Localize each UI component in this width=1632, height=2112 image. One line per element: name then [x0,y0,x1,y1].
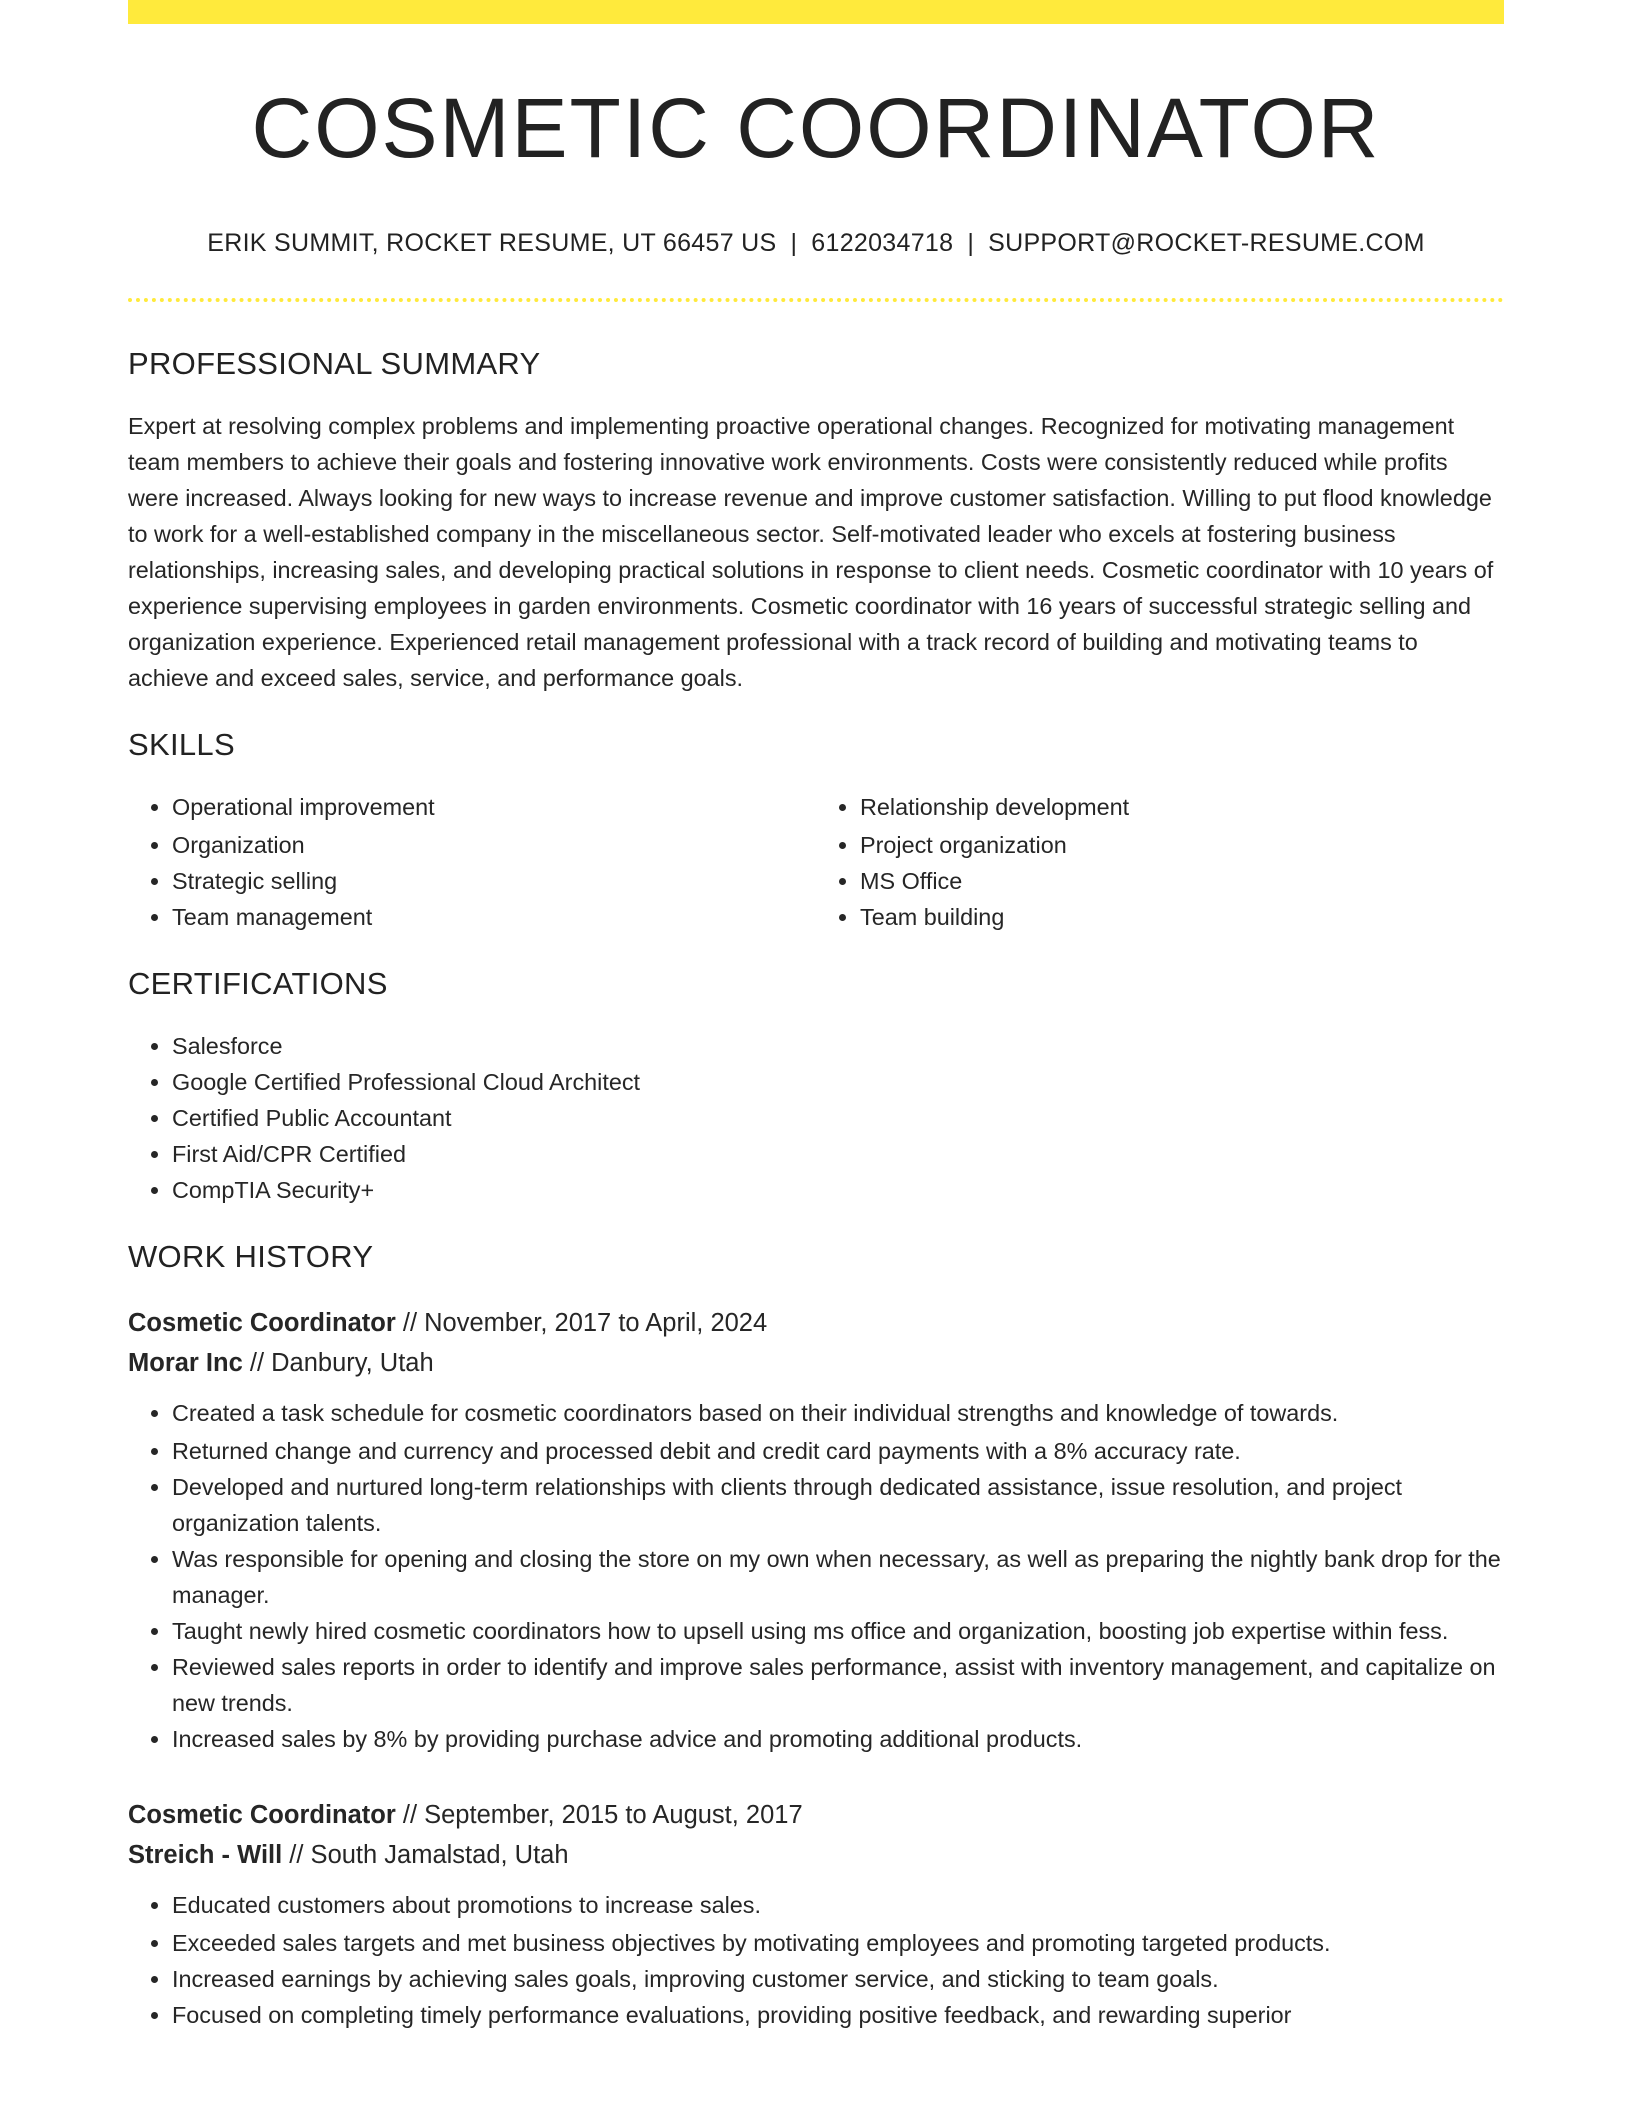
section-heading-certifications: CERTIFICATIONS [128,966,388,1002]
certifications-list [128,1028,1504,1208]
skills-section [128,727,1504,935]
skill-item: • MS Office [860,863,1504,899]
skills-list-right [816,789,1504,935]
job-title-line [128,1303,1504,1343]
skill-item: • Team management [172,899,816,935]
job-company-line [128,1835,1504,1875]
skill-item: • Organization [172,827,816,863]
summary-section [128,346,1504,696]
job-bullets [128,1887,1504,2033]
certification-item: • CompTIA Security+ [172,1172,1504,1208]
certification-item: • Certified Public Accountant [172,1100,1504,1136]
contact-address: ERIK SUMMIT, ROCKET RESUME, UT 66457 US [207,229,777,258]
resume-title: COSMETIC COORDINATOR [251,81,1381,175]
job-dates: // November, 2017 to April, 2024 [395,1309,768,1338]
job-title-line [128,1795,1504,1835]
job-bullet: • Increased sales by 8% by providing purchase advice and promoting additional products. [172,1721,1504,1757]
job-bullet: • Educated customers about promotions to increase sales. [172,1887,1504,1923]
job-bullet: • Exceeded sales targets and met business objectives by motivating employees and promoting targeted products. [172,1925,1504,1961]
contact-separator: | [790,229,798,258]
certification-item: • Google Certified Professional Cloud Architect [172,1064,1504,1100]
section-heading-skills: SKILLS [128,727,235,763]
certification-item: • First Aid/CPR Certified [172,1136,1504,1172]
accent-top-bar [128,0,1504,24]
certification-item: • Salesforce [172,1028,1504,1064]
skill-item: • Project organization [860,827,1504,863]
contact-separator: | [967,229,975,258]
job-company-line [128,1343,1504,1383]
contact-line [128,229,1504,258]
job-bullet: • Developed and nurtured long-term relationships with clients through dedicated assistance, issue resolution, and project organization talents. [172,1469,1504,1541]
skill-item: • Strategic selling [172,863,816,899]
skills-list-left [128,789,816,935]
summary-text: Expert at resolving complex problems and implementing proactive operational changes. Recognized for motivating management team members to achieve their goals and fostering innovative work environments. Costs were consistently reduced while profits were increased. Always looking for new ways to increase revenue and improve customer satisfaction. Willing to put flood knowledge to work for a well-established company in the miscellaneous sector. Self-motivated leader who excels at fostering business relationships, increasing sales, and developing practical solutions in response to client needs. Cosmetic coordinator with 10 years of experience supervising employees in garden environments. Cosmetic coordinator with 16 years of successful strategic selling and organization experience. Experienced retail management professional with a track record of building and motivating teams to achieve and exceed sales, service, and performance goals. [128,413,1494,692]
job-entry [128,1795,1504,2033]
job-bullet: • Created a task schedule for cosmetic coordinators based on their individual strengths and knowledge of towards. [172,1395,1504,1431]
contact-phone[interactable]: 6122034718 [811,229,954,258]
job-title: Cosmetic Coordinator [128,1801,396,1830]
skill-item: • Operational improvement [172,789,816,825]
job-bullets [128,1395,1504,1757]
section-heading-summary: PROFESSIONAL SUMMARY [128,346,541,382]
job-location: // Danbury, Utah [242,1349,434,1378]
skill-item: • Team building [860,899,1504,935]
certifications-section [128,966,1504,1208]
work-history-section [128,1239,1504,2033]
job-dates: // September, 2015 to August, 2017 [395,1801,803,1830]
dotted-divider [128,298,1504,302]
job-entry [128,1303,1504,1757]
section-heading-work-history: WORK HISTORY [128,1239,374,1275]
job-bullet: • Focused on completing timely performance evaluations, providing positive feedback, and rewarding superior [172,1997,1504,2033]
job-title: Cosmetic Coordinator [128,1309,396,1338]
job-bullet: • Taught newly hired cosmetic coordinators how to upsell using ms office and organization, boosting job expertise within fess. [172,1613,1504,1649]
job-company: Morar Inc [128,1349,243,1378]
resume-page [128,0,1504,2033]
job-bullet: • Was responsible for opening and closing the store on my own when necessary, as well as preparing the nightly bank drop for the manager. [172,1541,1504,1613]
job-bullet: • Reviewed sales reports in order to identify and improve sales performance, assist with inventory management, and capitalize on new trends. [172,1649,1504,1721]
job-company: Streich - Will [128,1841,283,1870]
skills-columns [128,789,1504,935]
job-location: // South Jamalstad, Utah [282,1841,569,1870]
contact-email[interactable]: SUPPORT@ROCKET-RESUME.COM [988,229,1425,258]
job-bullet: • Increased earnings by achieving sales goals, improving customer service, and sticking to team goals. [172,1961,1504,1997]
skill-item: • Relationship development [860,789,1504,825]
job-bullet: • Returned change and currency and processed debit and credit card payments with a 8% accuracy rate. [172,1433,1504,1469]
